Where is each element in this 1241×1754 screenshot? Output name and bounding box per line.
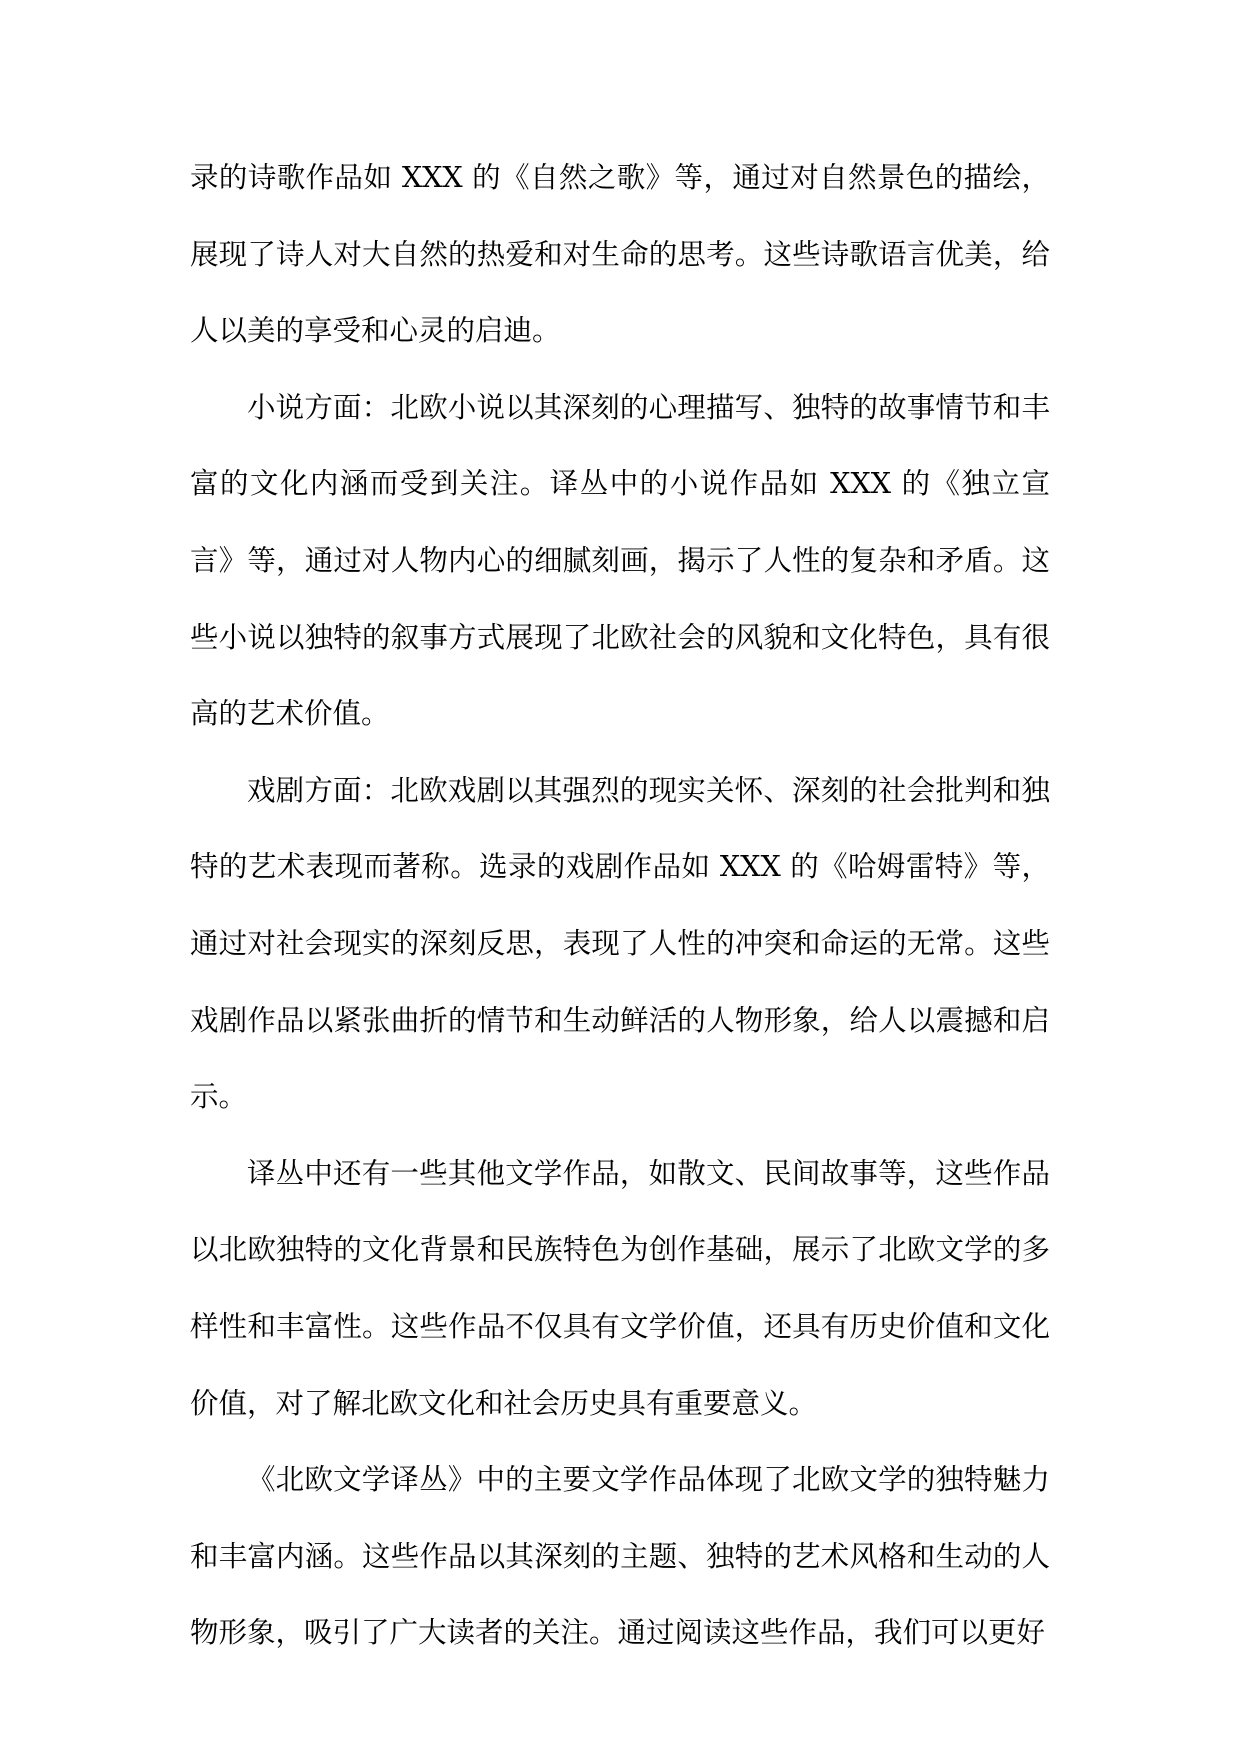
paragraph-novels: 小说方面：北欧小说以其深刻的心理描写、独特的故事情节和丰富的文化内涵而受到关注。译丛中的小说作品如 XXX 的《独立宣言》等，通过对人物内心的细腻刻画，揭示了人性的复杂和矛盾。这些小说以独特的叙事方式展现了北欧社会的风貌和文化特色，具有很高的艺术价值。 bbox=[190, 390, 1050, 731]
paragraph-other-works: 译丛中还有一些其他文学作品，如散文、民间故事等，这些作品以北欧独特的文化背景和民族特色为创作基础，展示了北欧文学的多样性和丰富性。这些作品不仅具有文学价值，还具有历史价值和文化价值，对了解北欧文化和社会历史具有重要意义。 bbox=[190, 1156, 1050, 1420]
paragraph-poetry-continued: 录的诗歌作品如 XXX 的《自然之歌》等，通过对自然景色的描绘，展现了诗人对大自然的热爱和对生命的思考。这些诗歌语言优美，给人以美的享受和心灵的启迪。 bbox=[190, 161, 1050, 348]
body-text bbox=[190, 140, 1050, 1672]
paragraph-conclusion: 《北欧文学译丛》中的主要文学作品体现了北欧文学的独特魅力和丰富内涵。这些作品以其深刻的主题、独特的艺术风格和生动的人物形象，吸引了广大读者的关注。通过阅读这些作品，我们可以更好 bbox=[190, 1463, 1050, 1650]
paragraph-drama: 戏剧方面：北欧戏剧以其强烈的现实关怀、深刻的社会批判和独特的艺术表现而著称。选录的戏剧作品如 XXX 的《哈姆雷特》等，通过对社会现实的深刻反思，表现了人性的冲突和命运的无常。这些戏剧作品以紧张曲折的情节和生动鲜活的人物形象，给人以震撼和启示。 bbox=[190, 773, 1050, 1114]
